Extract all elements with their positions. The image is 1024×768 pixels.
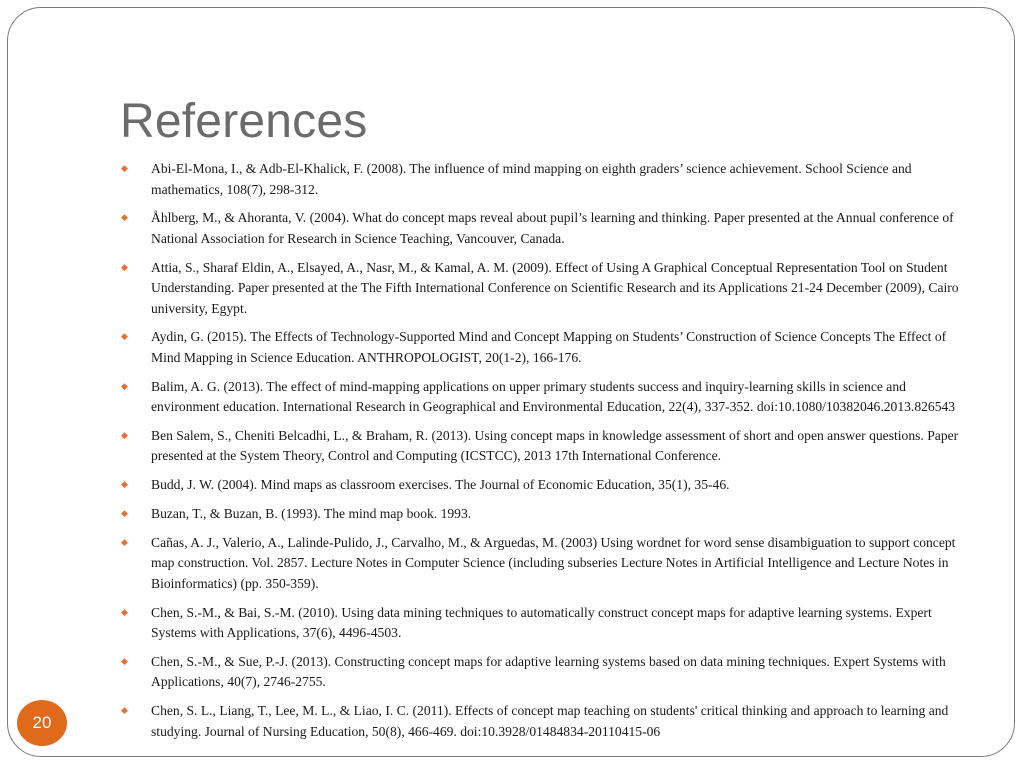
- diamond-bullet-icon: ◆: [121, 607, 128, 618]
- list-item: [121, 701, 976, 742]
- reference-text: Attia, S., Sharaf Eldin, A., Elsayed, A., Nasr, M., & Kamal, A. M. (2009). Effect of Using A Graphical Conceptual Representation Tool on Student Understanding. Paper presented at the The Fifth International Conference on Scientific Research and its Applications 21-24 December (2009), Cairo university, Egypt.: [151, 259, 959, 316]
- reference-text: Åhlberg, M., & Ahoranta, V. (2004). What do concept maps reveal about pupil’s learning and thinking. Paper presented at the Annual conference of National Association for Research in Science Teaching, Vancouver, Canada.: [151, 210, 954, 246]
- diamond-bullet-icon: ◆: [121, 381, 128, 392]
- diamond-bullet-icon: ◆: [121, 213, 128, 224]
- list-item: [121, 426, 976, 467]
- diamond-bullet-icon: ◆: [121, 480, 128, 491]
- list-item: [121, 603, 976, 644]
- diamond-bullet-icon: ◆: [121, 706, 128, 717]
- list-item: [121, 533, 976, 595]
- reference-text: Cañas, A. J., Valerio, A., Lalinde-Pulido, J., Carvalho, M., & Arguedas, M. (2003) Using wordnet for word sense disambiguation to support concept map construction. Vol. 2857. Lecture Notes in Computer Science (including subseries Lecture Notes in Artificial Intelligence and Lecture Notes in Bioinformatics) (pp. 350-359).: [151, 534, 956, 591]
- reference-text: Abi-El-Mona, I., & Adb-El-Khalick, F. (2008). The influence of mind mapping on eighth graders’ science achievement. School Science and mathematics, 108(7), 298-312.: [151, 161, 912, 197]
- reference-text: Buzan, T., & Buzan, B. (1993). The mind map book. 1993.: [151, 506, 472, 522]
- slide-title: References: [120, 95, 368, 148]
- reference-text: Ben Salem, S., Cheniti Belcadhi, L., & Braham, R. (2013). Using concept maps in knowledge assessment of short and open answer questions. Paper presented at the System Theory, Control and Computing (ICSTCC), 2013 17th International Conference.: [151, 427, 959, 464]
- list-item: [121, 208, 976, 249]
- page-number-badge: 20: [17, 700, 67, 746]
- list-item: [121, 504, 976, 525]
- diamond-bullet-icon: ◆: [121, 262, 128, 273]
- diamond-bullet-icon: ◆: [121, 430, 128, 441]
- diamond-bullet-icon: ◆: [121, 164, 128, 174]
- reference-text: Chen, S. L., Liang, T., Lee, M. L., & Liao, I. C. (2011). Effects of concept map teaching on students' critical thinking and approach to learning and studying. Journal of Nursing Education, 50(8), 466-469. doi:10.3928/01484834-20110415-06: [151, 703, 949, 739]
- list-item: [121, 327, 976, 368]
- diamond-bullet-icon: ◆: [121, 509, 128, 520]
- list-item: [121, 475, 976, 496]
- diamond-bullet-icon: ◆: [121, 537, 128, 548]
- list-item: [121, 377, 976, 418]
- references-list: [121, 159, 976, 751]
- reference-text: Aydin, G. (2015). The Effects of Technology-Supported Mind and Concept Mapping on Students’ Construction of Science Concepts The Effect of Mind Mapping in Science Education. ANTHROPOLOGIST, 20(1-2), 166-176.: [151, 329, 947, 365]
- list-item: [121, 258, 976, 320]
- diamond-bullet-icon: ◆: [121, 332, 128, 343]
- list-item: [121, 159, 976, 200]
- reference-text: Budd, J. W. (2004). Mind maps as classroom exercises. The Journal of Economic Education, 35(1), 35-46.: [151, 477, 730, 493]
- list-item: [121, 652, 976, 693]
- reference-text: Balim, A. G. (2013). The effect of mind-mapping applications on upper primary students success and inquiry-learning skills in science and environment education. International Research in Geographical and Environmental Education, 22(4), 337-352. doi:10.1080/10382046.2013.826543: [151, 378, 956, 415]
- slide-frame: [7, 7, 1015, 757]
- reference-text: Chen, S.-M., & Bai, S.-M. (2010). Using data mining techniques to automatically construct concept maps for adaptive learning systems. Expert Systems with Applications, 37(6), 4496-4503.: [151, 604, 932, 641]
- reference-text: Chen, S.-M., & Sue, P.-J. (2013). Constructing concept maps for adaptive learning systems based on data mining techniques. Expert Systems with Applications, 40(7), 2746-2755.: [151, 653, 946, 690]
- diamond-bullet-icon: ◆: [121, 656, 128, 667]
